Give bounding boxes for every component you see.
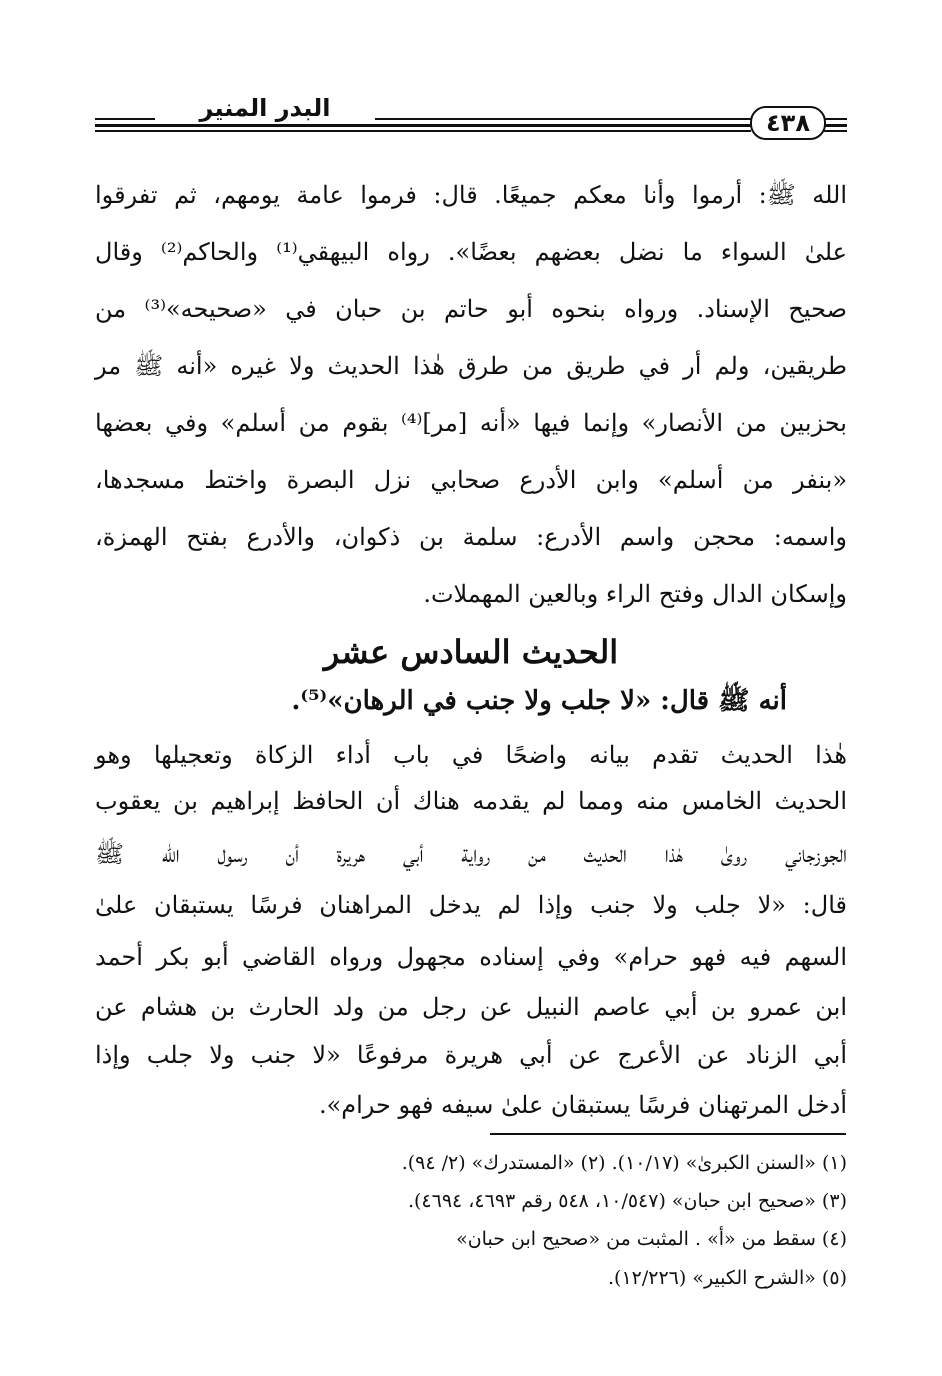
text-line: الحديث الخامس منه ومما لم يقدمه هناك أن الحافظ إبراهيم بن يعقوب: [95, 787, 847, 815]
text-line: أبي الزناد عن الأعرج عن أبي هريرة مرفوعًا «لا جنب ولا جلب وإذا: [95, 1041, 847, 1069]
text-line: السهم فيه فهو حرام» وفي إسناده مجهول ورواه القاضي أبو بكر أحمد: [95, 943, 847, 971]
text-line: هٰذا الحديث تقدم بيانه واضحًا في باب أداء الزكاة وتعجيلها وهو: [95, 741, 847, 769]
text-line: قال: «لا جلب ولا جنب وإذا لم يدخل المراهنان فرسًا يستبقان علىٰ: [95, 891, 847, 919]
footnote: (٤) سقط من «أ» . المثبت من «صحيح ابن حبان»: [456, 1228, 847, 1250]
text-line: طريقين، ولم أر في طريق من طرق هٰذا الحديث ولا غيره «أنه ﷺ مر: [95, 352, 847, 380]
header-rule: [95, 130, 751, 132]
book-title: البدر المنير: [155, 94, 375, 122]
footnote: (٥) «الشرح الكبير» (١٢/٢٢٦).: [607, 1267, 847, 1289]
text-line: وإسكان الدال وفتح الراء وبالعين المهملات.: [423, 580, 847, 608]
footnote: (٣) «صحيح ابن حبان» (١٠/٥٤٧، ٥٤٨ رقم ٤٦٩٣، ٤٦٩٤).: [407, 1190, 847, 1212]
footnote-rule: [490, 1133, 846, 1135]
text-line: الجوزجاني روىٰ هٰذا الحديث من رواية أبي هريرة أن رسول الله ﷺ: [95, 840, 847, 868]
text-line: علىٰ السواء ما نضل بعضهم بعضًا». رواه البيهقي⁽¹⁾ والحاكم⁽²⁾ وقال: [95, 238, 847, 266]
text-line: «بنفر من أسلم» وابن الأدرع صحابي نزل البصرة واختط مسجدها،: [95, 466, 847, 494]
text-line: أدخل المرتهنان فرسًا يستبقان علىٰ سيفه فهو حرام».: [318, 1091, 847, 1119]
section-heading: الحديث السادس عشر: [323, 633, 619, 671]
hadith-text: أنه ﷺ قال: «لا جلب ولا جنب في الرهان»⁽⁵⁾.: [291, 686, 787, 716]
header-rule: [95, 124, 751, 127]
footnote: (١) «السنن الكبرىٰ» (١٠/١٧). (٢) «المستدرك» (٢/ ٩٤).: [401, 1152, 847, 1174]
text-line: واسمه: محجن واسم الأدرع: سلمة بن ذكوان، والأدرع بفتح الهمزة،: [95, 523, 847, 551]
page-header: [95, 92, 847, 144]
text-line: ابن عمرو بن أبي عاصم النبيل عن رجل من ولد الحارث بن هشام عن: [95, 993, 847, 1021]
page-number: ٤٣٨: [750, 106, 826, 140]
text-line: بحزبين من الأنصار» وإنما فيها «أنه [مر]⁽⁴⁾ بقوم من أسلم» وفي بعضها: [95, 409, 847, 437]
header-rule: [822, 130, 847, 132]
text-line: الله ﷺ: أرموا وأنا معكم جميعًا. قال: فرموا عامة يومهم، ثم تفرقوا: [95, 181, 847, 209]
text-line: صحيح الإسناد. ورواه بنحوه أبو حاتم بن حبان في «صحيحه»⁽³⁾ من: [95, 295, 847, 323]
